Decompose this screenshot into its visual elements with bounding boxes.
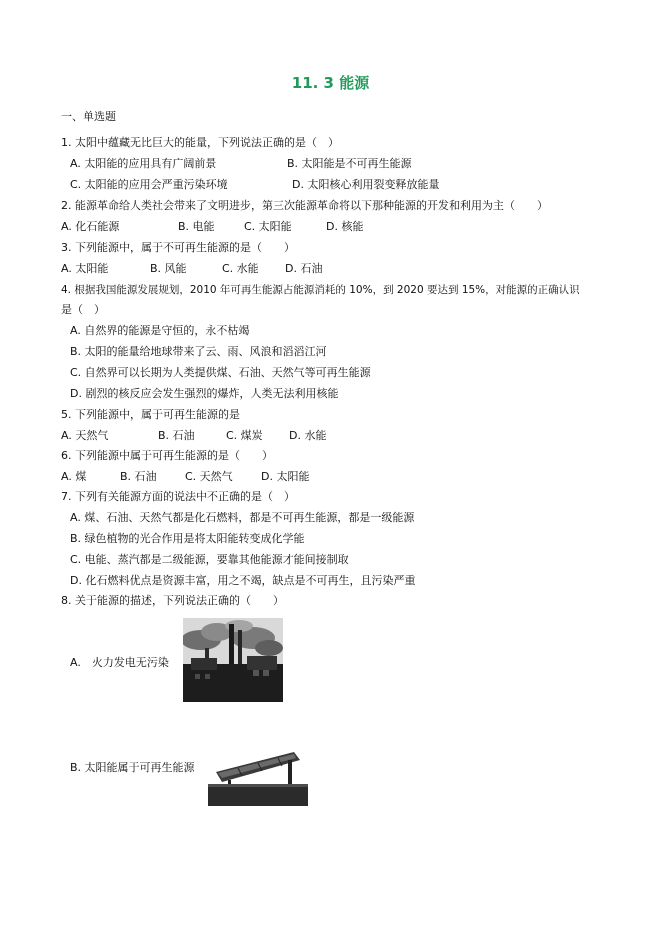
- question-7-option-c[interactable]: C. 电能、蒸汽都是二级能源，要靠其他能源才能间接制取: [70, 553, 349, 566]
- question-7-option-a[interactable]: A. 煤、石油、天然气都是化石燃料，都是不可再生能源，都是一级能源: [70, 511, 415, 524]
- question-7-option-b[interactable]: B. 绿色植物的光合作用是将太阳能转变成化学能: [70, 532, 305, 545]
- question-2-option-a[interactable]: A. 化石能源: [61, 220, 120, 233]
- question-4-option-a[interactable]: A. 自然界的能源是守恒的，永不枯竭: [70, 324, 250, 337]
- question-2-option-b[interactable]: B. 电能: [178, 220, 215, 233]
- question-8-option-a[interactable]: A. 火力发电无污染: [70, 656, 169, 669]
- question-8-option-b[interactable]: B. 太阳能属于可再生能源: [70, 761, 195, 774]
- question-3-stem: 3. 下列能源中，属于不可再生能源的是（ ）: [61, 241, 295, 254]
- question-7-option-d[interactable]: D. 化石燃料优点是资源丰富，用之不竭，缺点是不可再生，且污染严重: [70, 574, 416, 587]
- section-heading: 一、单选题: [61, 110, 116, 123]
- question-5-option-c[interactable]: C. 煤炭: [226, 429, 263, 442]
- question-4-stem: 4. 根据我国能源发展规划，2010 年可再生能源占能源消耗的 10%，到 2020 要达到 15%，对能源的正确认识: [61, 284, 580, 296]
- page-title: 11. 3 能源: [291, 74, 370, 92]
- question-5-stem: 5. 下列能源中，属于可再生能源的是: [61, 408, 240, 421]
- question-4-option-d[interactable]: D. 剧烈的核反应会发生强烈的爆炸，人类无法利用核能: [70, 387, 339, 400]
- question-6-option-d[interactable]: D. 太阳能: [261, 470, 310, 483]
- question-4-option-b[interactable]: B. 太阳的能量给地球带来了云、雨、风浪和滔滔江河: [70, 345, 327, 358]
- question-2-option-d[interactable]: D. 核能: [326, 220, 364, 233]
- question-5-option-a[interactable]: A. 天然气: [61, 429, 109, 442]
- question-2-option-c[interactable]: C. 太阳能: [244, 220, 292, 233]
- question-6-option-a[interactable]: A. 煤: [61, 470, 87, 483]
- question-1-option-b[interactable]: B. 太阳能是不可再生能源: [287, 157, 412, 170]
- question-2-stem: 2. 能源革命给人类社会带来了文明进步，第三次能源革命将以下那种能源的开发和利用为主（ ）: [61, 199, 548, 212]
- question-5-option-d[interactable]: D. 水能: [289, 429, 327, 442]
- question-1-option-a[interactable]: A. 太阳能的应用具有广阔前景: [70, 157, 217, 170]
- question-6-option-b[interactable]: B. 石油: [120, 470, 157, 483]
- question-4-stem-cont: 是（ ）: [61, 303, 105, 316]
- question-6-stem: 6. 下列能源中属于可再生能源的是（ ）: [61, 449, 273, 462]
- solar-panel-image: [208, 750, 308, 806]
- question-3-option-d[interactable]: D. 石油: [285, 262, 323, 275]
- question-3-option-b[interactable]: B. 风能: [150, 262, 187, 275]
- question-1-option-c[interactable]: C. 太阳能的应用会严重污染环境: [70, 178, 228, 191]
- question-6-option-c[interactable]: C. 天然气: [185, 470, 233, 483]
- question-1-stem: 1. 太阳中蕴藏无比巨大的能量，下列说法正确的是（ ）: [61, 136, 339, 149]
- question-4-option-c[interactable]: C. 自然界可以长期为人类提供煤、石油、天然气等可再生能源: [70, 366, 371, 379]
- question-1-option-d[interactable]: D. 太阳核心利用裂变释放能量: [292, 178, 440, 191]
- power-plant-smoke-image: [183, 618, 283, 702]
- question-3-option-a[interactable]: A. 太阳能: [61, 262, 109, 275]
- question-8-stem: 8. 关于能源的描述，下列说法正确的（ ）: [61, 594, 284, 607]
- question-7-stem: 7. 下列有关能源方面的说法中不正确的是（ ）: [61, 490, 295, 503]
- question-3-option-c[interactable]: C. 水能: [222, 262, 259, 275]
- question-5-option-b[interactable]: B. 石油: [158, 429, 195, 442]
